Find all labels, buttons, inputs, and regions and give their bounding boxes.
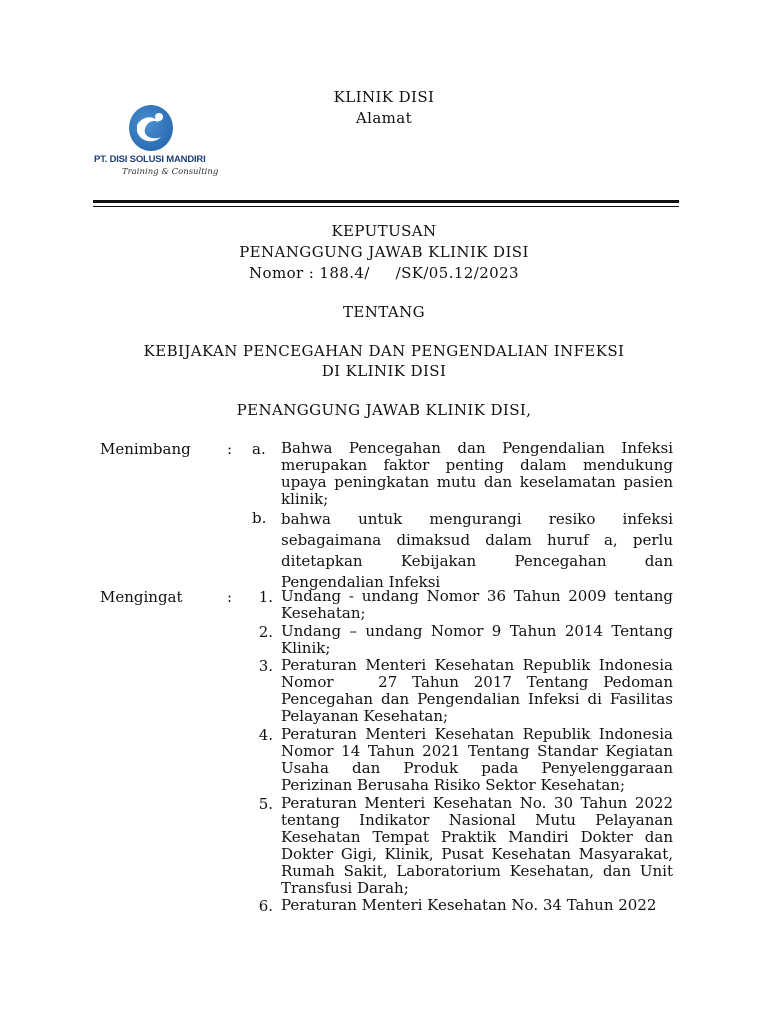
mengingat-item-text: Undang - undang Nomor 36 Tahun 2009 tentang Kesehatan; [281, 587, 673, 622]
decree-issuer-title: PENANGGUNG JAWAB KLINIK DISI [239, 243, 529, 261]
mengingat-item-number: 5. [258, 795, 273, 813]
menimbang-colon: : [227, 440, 233, 458]
mengingat-item-number: 1. [258, 588, 273, 606]
subject-line-1: KEBIJAKAN PENCEGAHAN DAN PENGENDALIAN INFEKSI [143, 342, 625, 360]
mengingat-label: Mengingat [100, 588, 183, 606]
tentang-heading: TENTANG [342, 303, 425, 321]
mengingat-item-text: Peraturan Menteri Kesehatan Republik Indonesia Nomor 27 Tahun 2017 Tentang Pedoman Pencegahan dan Pengendalian Infeksi di Fasilitas Pelayanan Kesehatan; [281, 656, 678, 725]
logo-tagline: Training & Consulting [122, 167, 219, 177]
mengingat-item-number: 6. [258, 897, 273, 915]
header-divider-thin [93, 206, 679, 207]
mengingat-colon: : [227, 588, 233, 606]
mengingat-item-number: 4. [258, 726, 273, 744]
menimbang-item-marker: a. [252, 440, 266, 458]
logo-company-name: PT. DISI SOLUSI MANDIRI [94, 154, 206, 165]
decree-number: Nomor : 188.4/ /SK/05.12/2023 [249, 264, 519, 282]
mengingat-item-text: Undang – undang Nomor 9 Tahun 2014 Tentang Klinik; [281, 622, 673, 657]
menimbang-item-marker: b. [252, 509, 267, 527]
decree-title: KEPUTUSAN [331, 222, 437, 240]
mengingat-item-text: Peraturan Menteri Kesehatan No. 34 Tahun 2022 [281, 896, 657, 914]
issuer-line: PENANGGUNG JAWAB KLINIK DISI, [236, 401, 532, 419]
subject-line-2: DI KLINIK DISI [321, 362, 447, 380]
clinic-name: KLINIK DISI [333, 88, 435, 106]
clinic-address: Alamat [355, 109, 413, 127]
mengingat-item-text: Peraturan Menteri Kesehatan Republik Indonesia Nomor 14 Tahun 2021 Tentang Standar Kegiatan Usaha dan Produk pada Penyelenggaraan Perizinan Berusaha Risiko Sektor Kesehatan; [281, 725, 673, 794]
header-divider-thick [93, 200, 679, 203]
mengingat-item-text: Peraturan Menteri Kesehatan No. 30 Tahun 2022 tentang Indikator Nasional Mutu Pelayanan Kesehatan Tempat Praktik Mandiri Dokter dan Dokter Gigi, Klinik, Pusat Kesehatan Masyarakat, Rumah Sakit, Laboratorium Kesehatan, dan Unit Transfusi Darah; [281, 794, 673, 897]
mengingat-item-number: 3. [258, 657, 273, 675]
menimbang-item-text: bahwa untuk mengurangi resiko infeksi sebagaimana dimaksud dalam huruf a, perlu ditetapkan Kebijakan Pencegahan dan Pengendalian Infeksi [281, 510, 673, 591]
menimbang-item-text: Bahwa Pencegahan dan Pengendalian Infeksi merupakan faktor penting dalam mendukung upaya peningkatan mutu dan keselamatan pasien klinik; [281, 439, 673, 508]
mengingat-item-number: 2. [258, 623, 273, 641]
menimbang-label: Menimbang [100, 440, 191, 458]
